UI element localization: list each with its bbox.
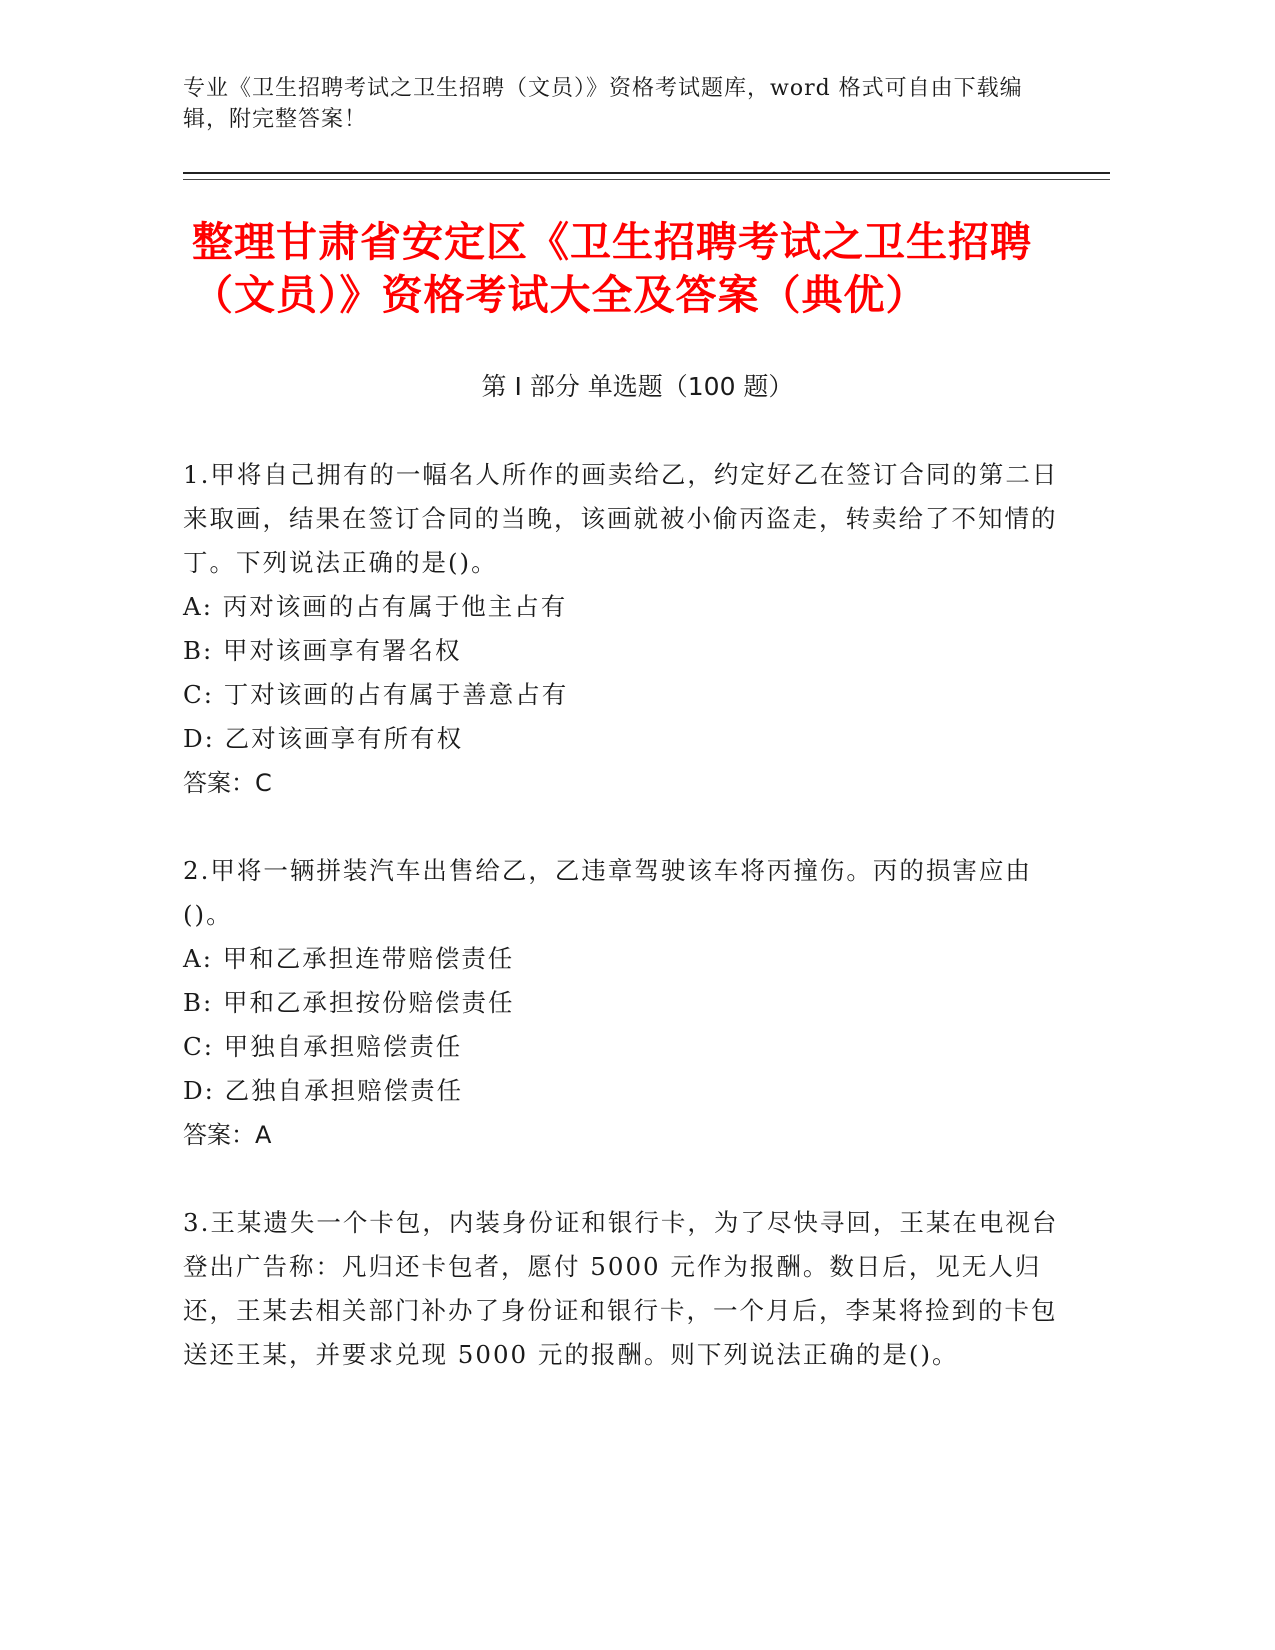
- answer-line: 答案：A: [183, 1121, 272, 1149]
- answer-line: 答案：C: [183, 769, 272, 797]
- option-c: C: 甲独自承担赔偿责任: [183, 1032, 463, 1061]
- question-stem: 3.王某遗失一个卡包，内装身份证和银行卡，为了尽快寻回，王某在电视台登出广告称：凡归还卡包者，愿付 5000 元作为报酬。数日后，见无人归还，王某去相关部门补办了身份证和银行卡，一个月后，李某将捡到的卡包送还王某，并要求兑现 5000 元的报酬。则下列说法正确的是()。: [183, 1208, 1059, 1369]
- option-a: A: 甲和乙承担连带赔偿责任: [183, 944, 515, 973]
- question-list: [183, 453, 1063, 1421]
- option-c: C: 丁对该画的占有属于善意占有: [183, 680, 569, 709]
- question-stem: 1.甲将自己拥有的一幅名人所作的画卖给乙，约定好乙在签订合同的第二日来取画，结果在签订合同的当晚，该画就被小偷丙盗走，转卖给了不知情的丁。下列说法正确的是()。: [183, 460, 1059, 577]
- question-2: [183, 849, 1063, 1157]
- header-note: 专业《卫生招聘考试之卫生招聘（文员）》资格考试题库，word 格式可自由下载编辑，附完整答案！: [183, 76, 1023, 132]
- header-divider-thick: [183, 172, 1110, 174]
- option-b: B: 甲和乙承担按份赔偿责任: [183, 988, 515, 1017]
- section-heading: 第 I 部分 单选题（100 题）: [481, 372, 794, 401]
- option-b: B: 甲对该画享有署名权: [183, 636, 462, 665]
- question-stem: 2.甲将一辆拼装汽车出售给乙，乙违章驾驶该车将丙撞伤。丙的损害应由()。: [183, 856, 1032, 929]
- option-d: D: 乙对该画享有所有权: [183, 724, 464, 753]
- document-title: 整理甘肃省安定区《卫生招聘考试之卫生招聘（文员）》资格考试大全及答案（典优）: [192, 218, 1032, 319]
- question-1: [183, 453, 1063, 805]
- option-a: A: 丙对该画的占有属于他主占有: [183, 592, 568, 621]
- header-divider-thin: [183, 179, 1110, 180]
- option-d: D: 乙独自承担赔偿责任: [183, 1076, 464, 1105]
- question-3: [183, 1201, 1063, 1377]
